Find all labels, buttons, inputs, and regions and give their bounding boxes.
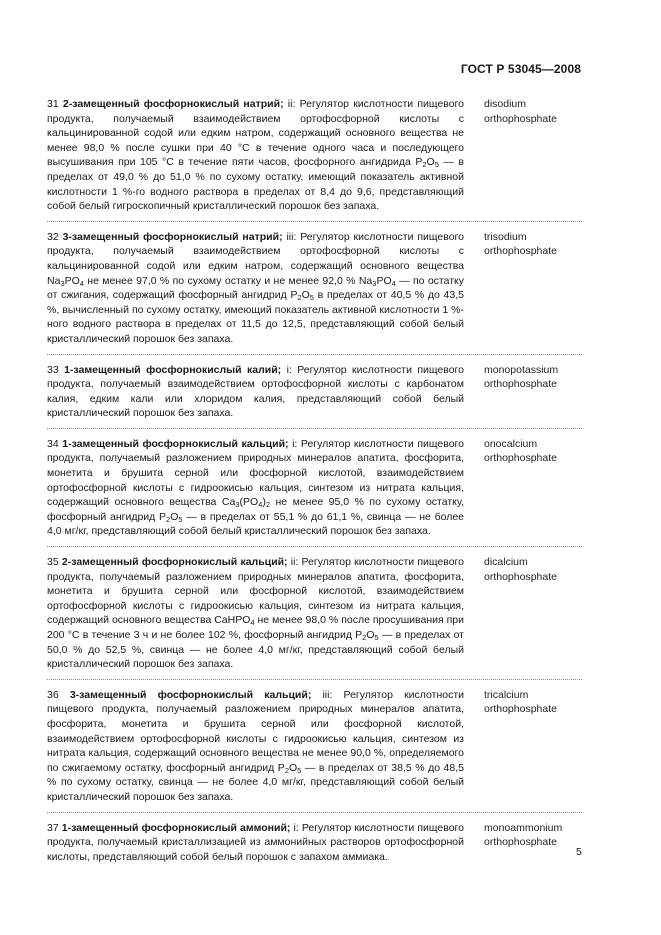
term-definition [47,821,464,865]
definition-text: i: Регулятор кислотности пищевого продукта, получаемый взаимодействием ортофосфорной кислоты с карбонатом калия, едким кали или хлоридом калия, представляющий собой белый кристаллический порошок без запаха. [47,363,464,420]
term-list [47,97,582,879]
definition-text: iii: Регулятор кислотности пищевого продукта, получаемый взаимодействием ортофосфорной кислоты с кальцинированной содой или едким натром, содержащий основного вещества $Na_3PO_4$ не менее 97,0 % по сухому остатку и не менее 92,0 % $Na_3PO_4$ — по остатку от сжигания, содержащий фосфорный ангидрид $P_2O_5$ в пределах от 40,5 % до 43,5 %, вычисленный по сухому остатку, имеющий показатель активной кислотности 1 %-ного водного раствора в пределах от 11,5 до 12,5, представляющий собой белый кристаллический порошок без запаха. [47,230,464,345]
term-entry-33 [47,363,582,429]
term-name: 3-замещенный фосфорнокислый кальций; [69,688,312,701]
definition-text: ii: Регулятор кислотности пищевого продукта, получаемый взаимодействием ортофосфорной кислоты с кальцинированной содой или едким натром, содержащий основного вещества не менее 98,0 % после сушки при 40 °С в течение одного часа и последующего высушивания при 105 °С в течение пяти часов, фосфорного ангидрида $P_2O_5$ — в пределах от 49,0 % до 51,0 % по сухому остатку, имеющий показатель активной кислотности 1 %-го водного раствора в пределах от 8,4 до 9,6, представляющий собой белый гигроскопичный кристаллический порошок без запаха. [47,98,464,213]
term-number: 31 [47,98,59,110]
term-name: 1-замещенный фосфорнокислый аммоний; [61,821,291,834]
term-name: 2-замещенный фосфорнокислый натрий; [62,98,284,110]
term-definition [47,363,464,421]
term-number: 36 [47,688,59,701]
term-definition [47,230,464,347]
term-entry-31 [47,97,582,222]
term-entry-32 [47,230,582,355]
english-equivalent: tricalcium orthophosphate [484,688,557,716]
term-entry-36 [47,688,582,813]
definition-text: ii: Регулятор кислотности пищевого продукта, получаемый разложением природных минералов апатита, фосфорита, монетита и брушита серной или фосфорной кислотой, взаимодействием ортофосфорной кислоты с гидроокисью кальция, синтезом из нитрата кальция, содержащий основного вещества CaHPO$_4$ не менее 98,0 % после просушивания при 200 °С в течение 3 ч и не более 102 %, фосфорный ангидрид $P_2O_5$ — в пределах от 50,0 % до 52,5 %, свинца — не более 4,0 мг/кг, представляющий собой белый кристаллический порошок без запаха. [47,556,464,671]
english-equivalent: dicalcium orthophosphate [484,556,557,583]
term-entry-37 [47,821,582,872]
standard-header: ГОСТ Р 53045—2008 [460,62,581,76]
term-entry-34 [47,437,582,547]
definition-text: iii: Регулятор кислотности пищевого продукта, получаемый разложением природных минералов апатита, фосфорита, монетита и брушита серной или фосфорной кислотой, взаимодействием ортофосфорной кислоты с гидроокисью кальция, синтезом из нитрата кальция, содержащий основного вещества не менее 90,0 %, определяемого по сжигаемому остатку, фосфорный ангидрид $P_2O_5$ — в пределах от 38,5 % до 48,5 % по сухому остатку, свинца — не более 4,0 мг/кг, представляющий собой белый кристаллический порошок без запаха. [47,688,465,803]
page-number: 5 [576,846,582,858]
term-definition [47,688,464,805]
term-definition [47,97,464,214]
english-equivalent: onocalcium orthophosphate [484,437,557,465]
english-equivalent: monoammonium orthophosphate [484,821,563,849]
term-definition [47,437,464,539]
term-number: 33 [47,363,59,376]
definition-text: i: Регулятор кислотности пищевого продукта, получаемый разложением природных минералов апатита, фосфорита, монетита и брушита серной или фосфорной кислотой, взаимодействием ортофосфорной кислоты с гидроокисью кальция, синтезом из нитрата кальция, содержащий основного вещества $Ca_3(PO_4)_2$ не менее 95,0 % по сухому остатку, фосфорный ангидрид $P_2O_5$ — в пределах от 55,1 % до 61,1 %, свинца — не более 4,0 мг/кг, представляющий собой белый кристаллический порошок без запаха. [47,437,465,538]
english-equivalent: disodium orthophosphate [484,98,557,125]
definition-text: i: Регулятор кислотности пищевого продукта, получаемый кристаллизацией из аммонийных растворов ортофосфорной кислоты, представляющий собой белый порошок с запахом аммиака. [47,821,464,863]
term-number: 35 [47,556,59,569]
term-number: 32 [47,230,59,243]
term-name: 1-замещенный фосфорнокислый калий; [64,363,282,376]
term-name: 3-замещенный фосфорнокислый натрий; [62,230,283,243]
term-entry-35 [47,555,582,680]
english-equivalent: trisodium orthophosphate [484,230,557,258]
english-equivalent: monopotassium orthophosphate [484,363,559,391]
term-number: 34 [47,437,59,450]
term-number: 37 [47,821,59,834]
term-name: 1-замещенный фосфорнокислый кальций; [62,437,289,450]
term-definition [47,555,464,672]
term-name: 2-замещенный фосфорнокислый кальций; [61,556,288,569]
